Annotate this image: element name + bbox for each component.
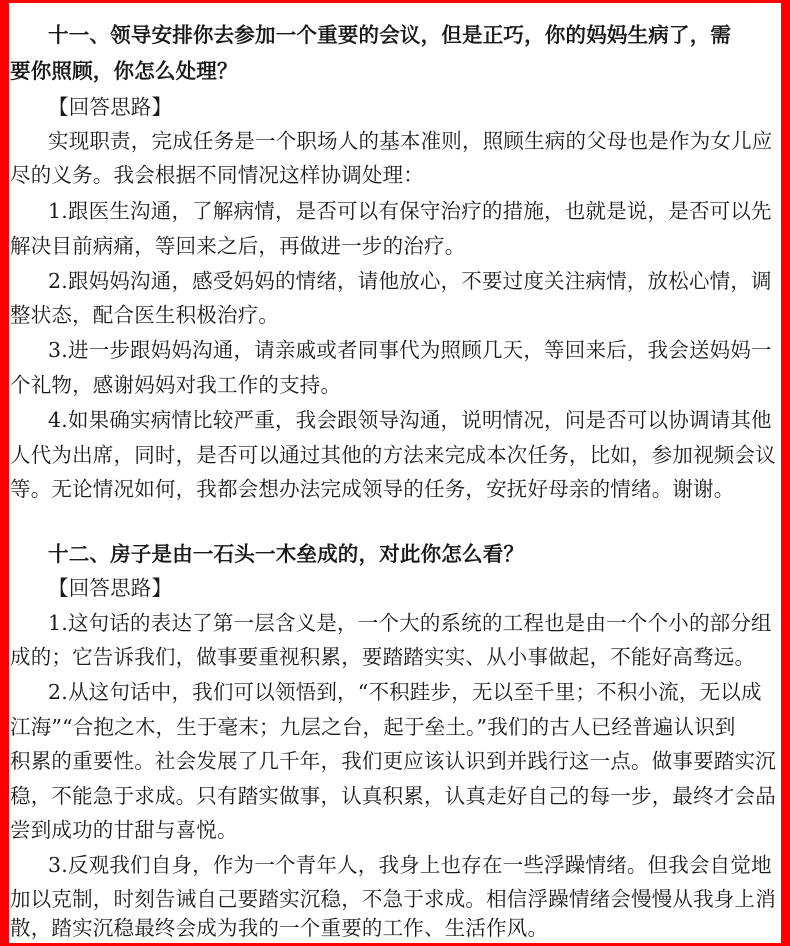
section-12-paragraph-line: 江海”“合抱之木，生于毫末；九层之台，起于垒土。”我们的古人已经普遍认识到 [10,715,736,739]
section-12-paragraph-line: 积累的重要性。社会发展了几千年，我们更应该认识到并践行这一点。做事要踏实沉 [10,749,776,773]
section-12-paragraph-line: 尝到成功的甘甜与喜悦。 [10,818,238,842]
section-12-answer-tag: 【回答思路】 [48,576,173,600]
section-11-paragraph-line: 尽的义务。我会根据不同情况这样协调处理： [10,163,424,187]
section-12-title: 十二、房子是由一石头一木垒成的，对此你怎么看？ [48,542,525,566]
section-11-paragraph-line: 4.如果确实病情比较严重，我会跟领导沟通，说明情况，问是否可以协调请其他 [48,408,772,432]
section-11-answer-tag: 【回答思路】 [48,95,173,119]
section-12-paragraph-line: 1.这句话的表达了第一层含义是，一个大的系统的工程也是由一个个小的部分组 [48,611,772,635]
section-11-title-line-2: 要你照顾，你怎么处理？ [10,59,238,83]
section-12-paragraph-line: 2.从这句话中，我们可以领悟到，“不积跬步，无以至千里；不积小流，无以成 [48,680,762,704]
section-12-paragraph-line: 成的；它告诉我们，做事要重视积累，要踏踏实实、从小事做起，不能好高骛远。 [10,645,756,669]
section-12-paragraph-line: 散，踏实沉稳最终会成为我的一个重要的工作、生活作风。 [10,916,549,940]
section-11-paragraph-line: 个礼物，感谢妈妈对我工作的支持。 [10,373,342,397]
section-11-title-line-1: 十一、领导安排你去参加一个重要的会议，但是正巧，你的妈妈生病了，需 [48,23,732,47]
section-11-paragraph-line: 1.跟医生沟通，了解病情，是否可以有保守治疗的措施，也就是说，是否可以先 [48,199,772,223]
section-11-paragraph-line: 3.进一步跟妈妈沟通，请亲戚或者同事代为照顾几天，等回来后，我会送妈妈一 [48,338,772,362]
section-11-paragraph-line: 整状态，配合医生积极治疗。 [10,303,280,327]
section-11-paragraph-line: 人代为出席，同时，是否可以通过其他的方法来完成本次任务，比如，参加视频会议 [10,443,776,467]
section-11-paragraph-line: 解决目前病痛，等回来之后，再做进一步的治疗。 [10,234,466,258]
section-12-paragraph-line: 3.反观我们自身，作为一个青年人，我身上也存在一些浮躁情绪。但我会自觉地 [48,853,772,877]
section-12-paragraph-line: 加以克制，时刻告诫自己要踏实沉稳，不急于求成。相信浮躁情绪会慢慢从我身上消 [10,887,776,911]
section-12-paragraph-line: 稳，不能急于求成。只有踏实做事，认真积累，认真走好自己的每一步，最终才会品 [10,784,776,808]
section-11-paragraph-line: 等。无论情况如何，我都会想办法完成领导的任务，安抚好母亲的情绪。谢谢。 [10,477,735,501]
document-page [9,3,781,943]
section-11-paragraph-line: 2.跟妈妈沟通，感受妈妈的情绪，请他放心，不要过度关注病情，放松心情，调 [48,269,772,293]
section-11-paragraph-line: 实现职责，完成任务是一个职场人的基本准则，照顾生病的父母也是作为女儿应 [48,129,773,153]
